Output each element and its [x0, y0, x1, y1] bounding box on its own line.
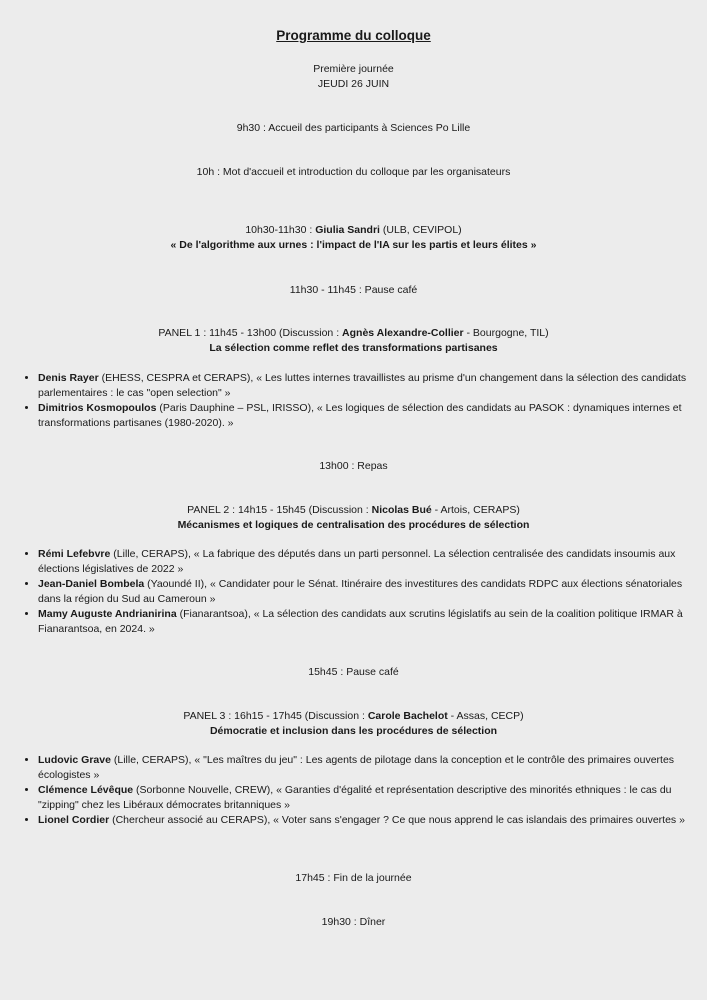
- keynote-line: [0, 223, 707, 238]
- speaker-name: Clémence Lévêque: [38, 784, 134, 796]
- panel3-theme: Démocratie et inclusion dans les procédures de sélection: [209, 725, 498, 737]
- panel2-header: [0, 503, 707, 518]
- speaker-name: Lionel Cordier: [38, 814, 110, 826]
- speaker-name: Dimitrios Kosmopoulos: [38, 402, 157, 414]
- panel2-prefix: PANEL 2 : 14h15 - 15h45 (Discussion :: [187, 504, 372, 516]
- panel1-talk-list: [24, 371, 688, 431]
- panel2-discussant: Nicolas Bué: [371, 504, 432, 516]
- panel2-suffix: - Artois, CERAPS): [431, 504, 520, 516]
- list-item: [38, 753, 688, 783]
- panel3-prefix: PANEL 3 : 16h15 - 17h45 (Discussion :: [183, 710, 368, 722]
- schedule-end: 17h45 : Fin de la journée: [295, 872, 412, 884]
- list-item: [38, 607, 688, 637]
- keynote-title: « De l'algorithme aux urnes : l'impact de l'IA sur les partis et leurs élites »: [170, 239, 537, 251]
- panel1-discussant: Agnès Alexandre-Collier: [342, 327, 464, 339]
- keynote-speaker: Giulia Sandri: [315, 224, 380, 236]
- talk-details: (Sorbonne Nouvelle, CREW), « Garanties d'égalité et représentation descriptive des minorités ethniques : le cas du "zipping" chez les Libéraux démocrates britanniques »: [38, 784, 672, 811]
- list-item: [38, 783, 688, 813]
- panel2-talk-list: [24, 547, 688, 637]
- list-item: [38, 813, 688, 828]
- talk-details: (Paris Dauphine – PSL, IRISSO), « Les logiques de sélection des candidats au PASOK : dynamiques internes et transformations partisanes (1980-2020). »: [38, 402, 682, 429]
- talk-details: (Yaoundé II), « Candidater pour le Sénat. Itinéraire des investitures des candidats RDPC aux élections sénatoriales dans la région du Sud au Cameroun »: [38, 578, 683, 605]
- panel3-discussant: Carole Bachelot: [367, 710, 448, 722]
- schedule-welcome: 9h30 : Accueil des participants à Sciences Po Lille: [236, 122, 471, 134]
- list-item: [38, 371, 688, 401]
- panel3-talk-list: [24, 753, 688, 828]
- panel1-prefix: PANEL 1 : 11h45 - 13h00 (Discussion :: [158, 327, 343, 339]
- panel3-suffix: - Assas, CECP): [447, 710, 524, 722]
- speaker-name: Ludovic Grave: [38, 754, 111, 766]
- list-item: [38, 401, 688, 431]
- speaker-name: Jean-Daniel Bombela: [38, 578, 145, 590]
- schedule-dinner: 19h30 : Dîner: [321, 916, 386, 928]
- list-item: [38, 547, 688, 577]
- keynote-affiliation: (ULB, CEVIPOL): [379, 224, 462, 236]
- talk-details: (Chercheur associé au CERAPS), « Voter sans s'engager ? Ce que nous apprend le cas islandais des primaires ouvertes »: [109, 814, 685, 826]
- schedule-break1: 11h30 - 11h45 : Pause café: [289, 284, 418, 296]
- speaker-name: Denis Rayer: [38, 372, 99, 384]
- day-label: Première journée: [313, 63, 394, 75]
- talk-details: (Fianarantsoa), « La sélection des candidats aux scrutins législatifs au sein de la coalition politique IRMAR à Fianarantsoa, en 2024. »: [38, 608, 683, 635]
- schedule-break2: 15h45 : Pause café: [308, 666, 399, 678]
- panel3-header: [0, 709, 707, 724]
- day-date: JEUDI 26 JUIN: [317, 78, 390, 90]
- page-title: Programme du colloque: [276, 28, 431, 43]
- panel1-header: [0, 326, 707, 341]
- talk-details: (EHESS, CESPRA et CERAPS), « Les luttes internes travaillistes au prisme d'un changement dans la sélection des candidats parlementaires : le cas "open selection" »: [38, 372, 687, 399]
- list-item: [38, 577, 688, 607]
- schedule-lunch: 13h00 : Repas: [319, 460, 388, 472]
- talk-details: (Lille, CERAPS), « "Les maîtres du jeu" : Les agents de pilotage dans la conception et le contrôle des primaires ouvertes écologistes »: [38, 754, 675, 781]
- speaker-name: Rémi Lefebvre: [38, 548, 111, 560]
- panel2-theme: Mécanismes et logiques de centralisation des procédures de sélection: [177, 519, 530, 531]
- schedule-intro: 10h : Mot d'accueil et introduction du colloque par les organisateurs: [196, 166, 511, 178]
- talk-details: (Lille, CERAPS), « La fabrique des députés dans un parti personnel. La sélection centralisée des candidats insoumis aux élections législatives de 2022 »: [38, 548, 676, 575]
- panel1-theme: La sélection comme reflet des transformations partisanes: [209, 342, 498, 354]
- panel1-suffix: - Bourgogne, TIL): [463, 327, 549, 339]
- keynote-time: 10h30-11h30 :: [245, 224, 316, 236]
- speaker-name: Mamy Auguste Andrianirina: [38, 608, 177, 620]
